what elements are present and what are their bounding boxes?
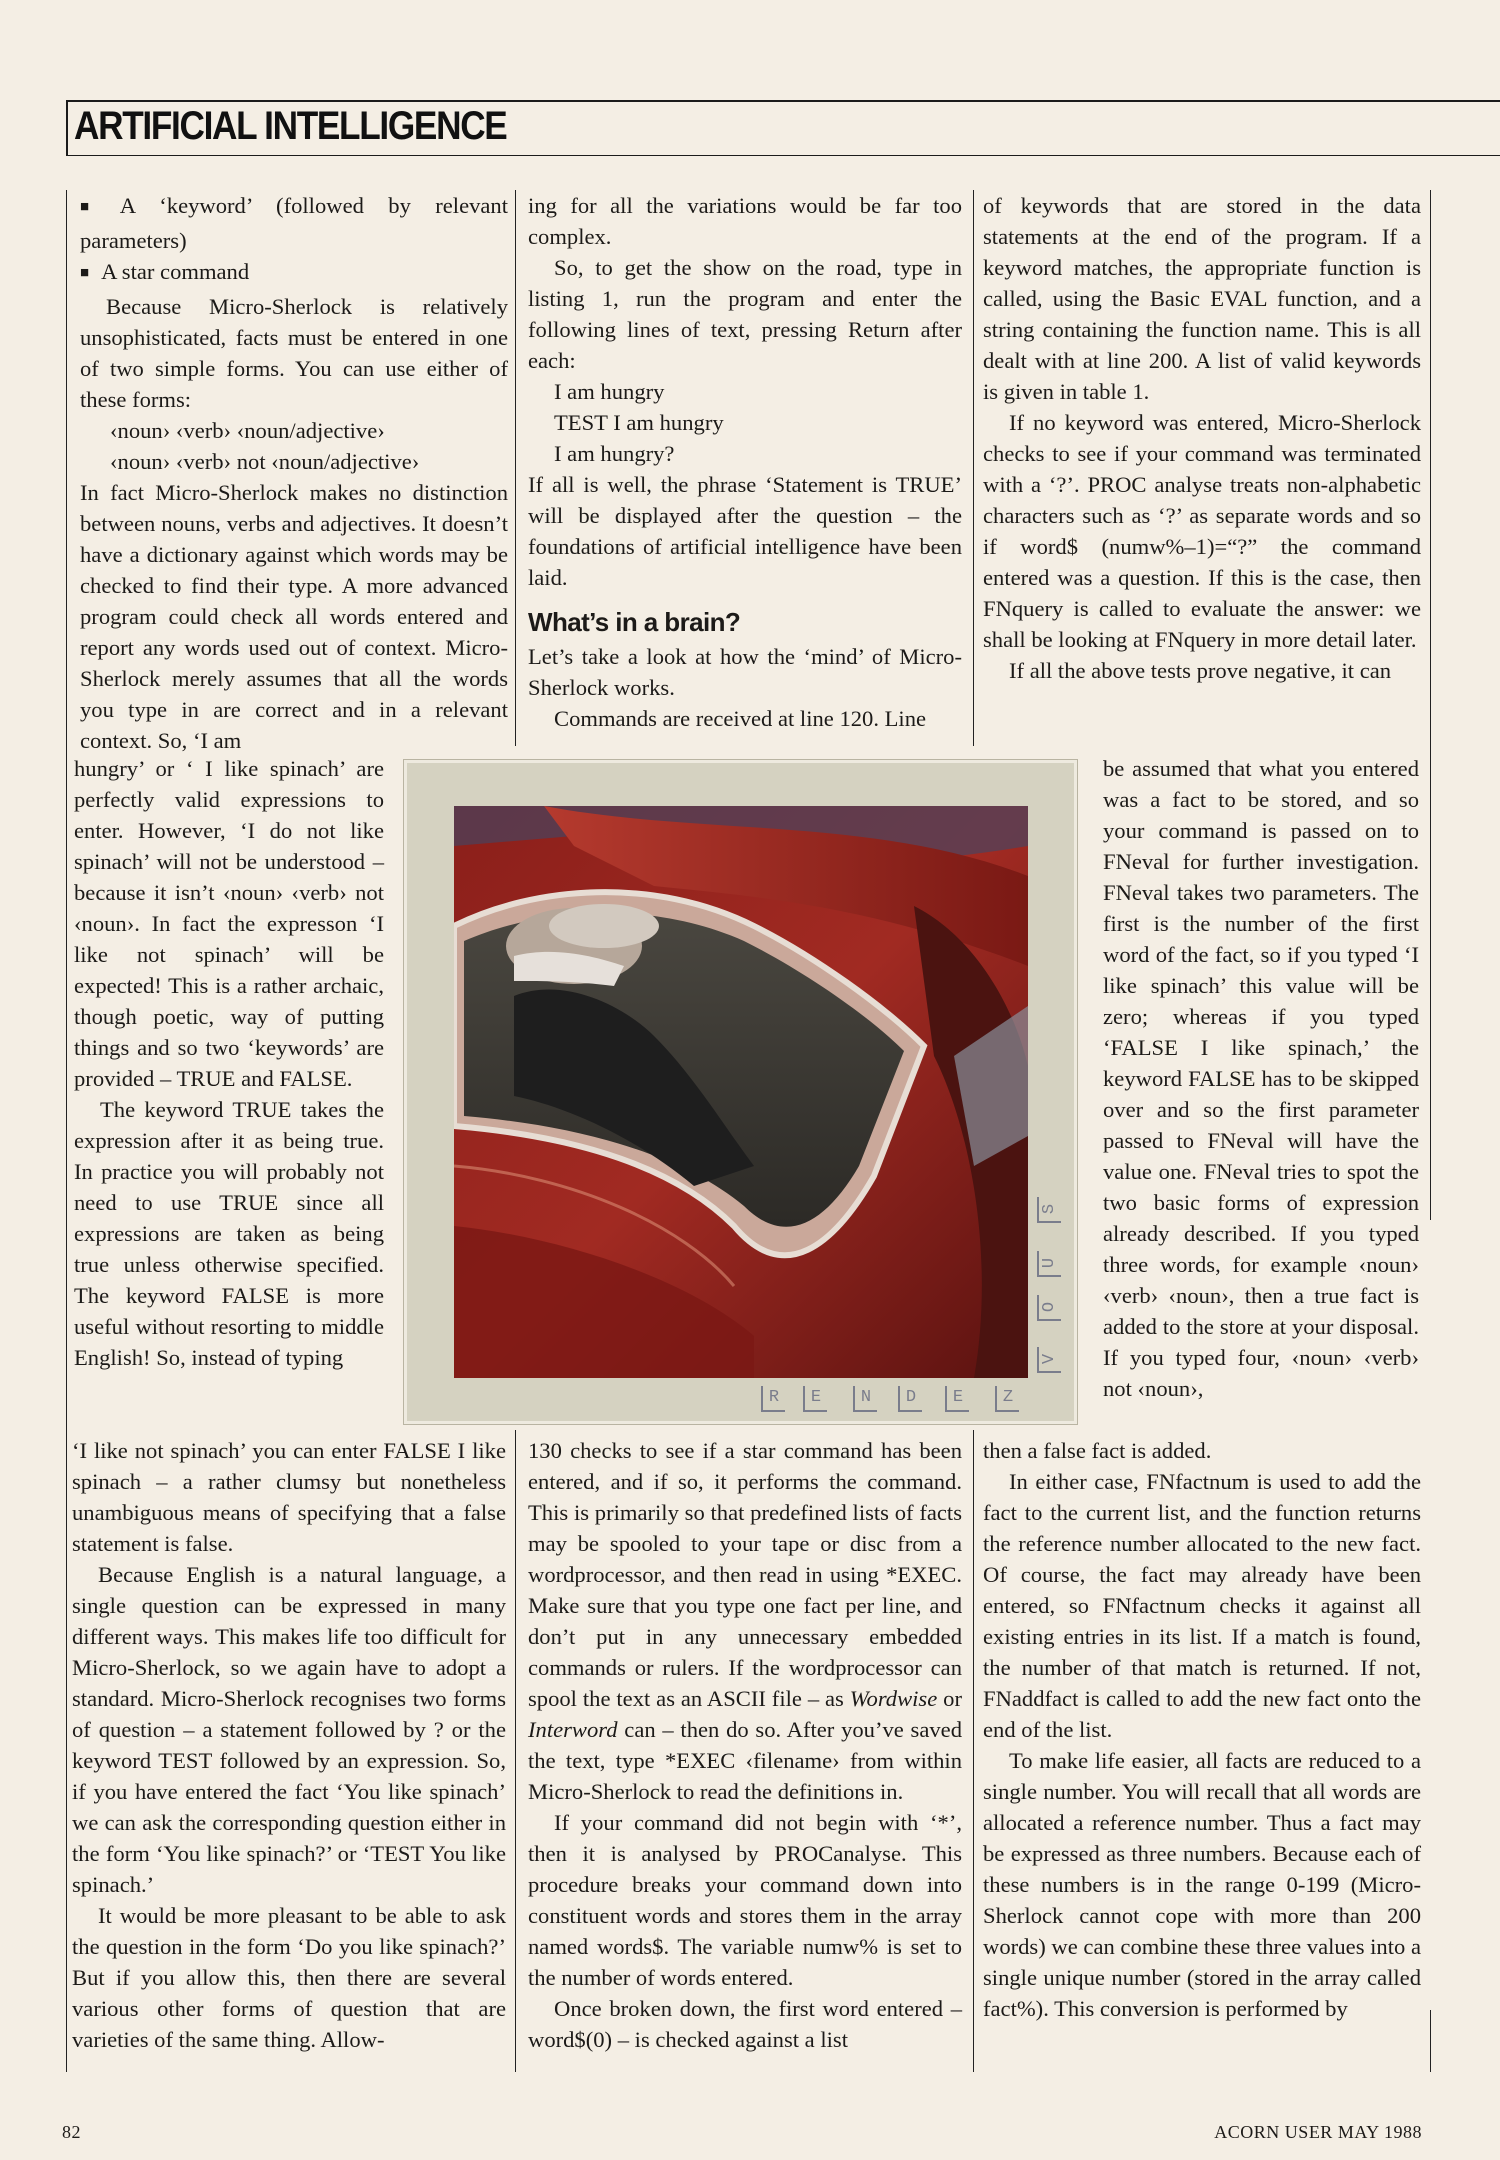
col1-paragraph: Because English is a natural language, a single question can be expressed in many different ways. This makes life too difficult for Micro-Sherlock, so we again have to adopt a standard. Micro-Sherlock recognises two forms of question – a statement followed by ? or the keyword TEST followed by an expression. So, if you have entered the fact ‘You like spinach’ we can ask the corresponding question either in the form ‘You like spinach?’ or ‘TEST You like spinach.’ (72, 1562, 506, 1897)
page-number: 82 (62, 2122, 81, 2142)
col2-paragraph: Commands are received at line 120. Line (554, 706, 927, 731)
letter-tile: D (898, 1386, 922, 1412)
col2-paragraph: ing for all the variations would be far too complex. (528, 193, 962, 249)
col2-paragraph: Let’s take a look at how the ‘mind’ of Micro-Sherlock works. (528, 644, 962, 700)
column-1-wrap (74, 753, 384, 1373)
section-title: ARTIFICIAL INTELLIGENCE (74, 104, 507, 148)
col3-paragraph: of keywords that are stored in the data statements at the end of the program. If a keyword matches, the appropriate function is called, using the Basic EVAL function, and a string containing the function name. This is all dealt with at line 200. A list of valid keywords is given in table 1. (983, 193, 1421, 404)
letter-tile: E (803, 1386, 827, 1412)
header-underline (66, 155, 1500, 156)
column-1 (80, 190, 508, 756)
form-line-2: ‹noun› ‹verb› not ‹noun/adjective› (110, 449, 420, 474)
letter-tile: R (761, 1386, 785, 1412)
letter-tile: O (1037, 1295, 1061, 1321)
column-rule-right-top (1430, 190, 1431, 1220)
col1-paragraph: Because Micro-Sherlock is relatively unsophisticated, facts must be entered in one of two simple forms. You can use either of these forms: (80, 294, 508, 412)
col1-paragraph: It would be more pleasant to be able to ask the question in the form ‘Do you like spinach?’ But if you allow this, then there are several various other forms of question that are varieties of the same thing. Allow- (72, 1903, 506, 2052)
magazine-folio: ACORN USER MAY 1988 (1214, 2122, 1422, 2142)
column-1-bottom (72, 1435, 506, 2055)
column-rule-right-bottom (1430, 2010, 1431, 2072)
col2-paragraph: If your command did not begin with ‘*’, then it is analysed by PROCanalyse. This procedure breaks your command down into constituent words and stores them in the array named words$. The variable numw% is set to the number of words entered. (528, 1810, 962, 1990)
letter-tile: U (1037, 1251, 1061, 1277)
column-rule-1-bottom (515, 1430, 516, 2072)
col3-paragraph: then a false fact is added. (983, 1438, 1212, 1463)
subhead-whats-in-a-brain: What’s in a brain? (528, 607, 741, 637)
letter-tile: E (945, 1386, 969, 1412)
col2-paragraph: So, to get the show on the road, type in listing 1, run the program and enter the following lines of text, pressing Return after each: (528, 255, 962, 373)
bullet-star-command: ■ A star command (80, 256, 508, 291)
column-rule-2-top (973, 190, 974, 746)
col1-paragraph: ‘I like not spinach’ you can enter FALSE I like spinach – a rather clumsy but nonetheless unambiguous means of specifying that a false statement is false. (72, 1438, 506, 1556)
col3-paragraph: If no keyword was entered, Micro-Sherlock checks to see if your command was terminated with a ‘?’. PROC analyse treats non-alphabetic characters such as ‘?’ as separate words and so if word$ (numw%–1)=“?” the command entered was a question. If this is the case, then FNquery is called to evaluate the answer: we shall be looking at FNquery in more detail later. (983, 410, 1421, 652)
column-2-bottom (528, 1435, 962, 2055)
col3-paragraph: If all the above tests prove negative, it can (1009, 658, 1392, 683)
column-3-wrap (1103, 753, 1419, 1404)
column-rule-1-top (515, 190, 516, 746)
example-line-2: TEST I am hungry (554, 410, 724, 435)
col3-wrap-paragraph: be assumed that what you entered was a fact to be stored, and so your command is passed on to FNeval for further investigation. FNeval takes two parameters. The first is the number of the first word of the fact, so if you typed ‘I like spinach’ this value will be zero; whereas if you typed ‘FALSE I like spinach,’ the keyword FALSE has to be skipped over and so the first parameter passed to FNeval will have the value one. FNeval tries to spot the two basic forms of expression already described. If you typed three words, for example ‹noun› ‹verb› ‹noun›, then a true fact is added to the store at your disposal. If you typed four, ‹noun› ‹verb› not ‹noun›, (1103, 756, 1419, 1401)
col3-paragraph: To make life easier, all facts are reduced to a single number. You will recall that all words are allocated a reference number. Thus a fact may be expressed as three numbers. Because each of these numbers is in the range 0-199 (Micro-Sherlock cannot cope with more than 200 words) we can combine these three values into a single unique number (stored in the array called fact%). This conversion is performed by (983, 1748, 1421, 2021)
header-rule-left (66, 100, 68, 156)
form-line-1: ‹noun› ‹verb› ‹noun/adjective› (110, 418, 385, 443)
letter-tile: N (853, 1386, 877, 1412)
col1-wrap-paragraph: hungry’ or ‘ I like spinach’ are perfectly valid expressions to enter. However, ‘I do not like spinach’ will not be understood – because it isn’t ‹noun› ‹verb› not ‹noun›. In fact the expresson ‘I like not spinach’ will be expected! This is a rather archaic, though poetic, way of putting things and so two ‘keywords’ are provided – TRUE and FALSE. (74, 756, 384, 1091)
col2-paragraph: 130 checks to see if a star command has been entered, and if so, it performs the command. This is primarily so that predefined lists of facts may be spooled to your tape or disc from a wordprocessor, and then read in using *EXEC. Make sure that you type one fact per line, and don’t put in any unnecessary embedded commands or rulers. If the wordprocessor can spool the text as an ASCII file – as Wordwise or Interword can – then do so. After you’ve saved the text, type *EXEC ‹filename› from within Micro-Sherlock to read the definitions in. (528, 1438, 962, 1804)
col1-paragraph: In fact Micro-Sherlock makes no distinction between nouns, verbs and adjectives. It doesn’t have a dictionary against which words may be checked to find their type. A more advanced program could check all words entered and report any words used out of context. Micro-Sherlock merely assumes that all the words you type in are correct and in a relevant context. So, ‘I am (80, 480, 508, 753)
col1-wrap-paragraph: The keyword TRUE takes the expression after it as being true. In practice you will probably not need to use TRUE since all expressions are taken as being true unless otherwise specified. The keyword FALSE is more useful without resorting to middle English! So, instead of typing (74, 1097, 384, 1370)
column-2 (528, 190, 962, 734)
column-rule-2-bottom (973, 1430, 974, 2072)
column-3-bottom (983, 1435, 1421, 2024)
column-3 (983, 190, 1421, 686)
col2-paragraph: Once broken down, the first word entered – word$(0) – is checked against a list (528, 1996, 962, 2052)
illustration-man-in-car (454, 806, 1028, 1378)
example-line-1: I am hungry (554, 379, 665, 404)
col3-paragraph: In either case, FNfactnum is used to add the fact to the current list, and the function returns the reference number allocated to the new fact. Of course, the fact may already have been entered, so FNfactnum checks it against all existing entries in its list. If a match is found, the number of that match is returned. If not, FNaddfact is called to add the new fact onto the end of the list. (983, 1469, 1421, 1742)
example-line-3: I am hungry? (554, 441, 675, 466)
letter-tile: Z (995, 1386, 1019, 1412)
letter-tile: S (1037, 1197, 1061, 1223)
column-rule-left (66, 190, 67, 2072)
letter-tile: V (1037, 1347, 1061, 1373)
bullet-keyword: ■ A ‘keyword’ (followed by relevant parameters) (80, 190, 508, 256)
col2-paragraph: If all is well, the phrase ‘Statement is TRUE’ will be displayed after the question – the foundations of artificial intelligence have been laid. (528, 472, 962, 590)
